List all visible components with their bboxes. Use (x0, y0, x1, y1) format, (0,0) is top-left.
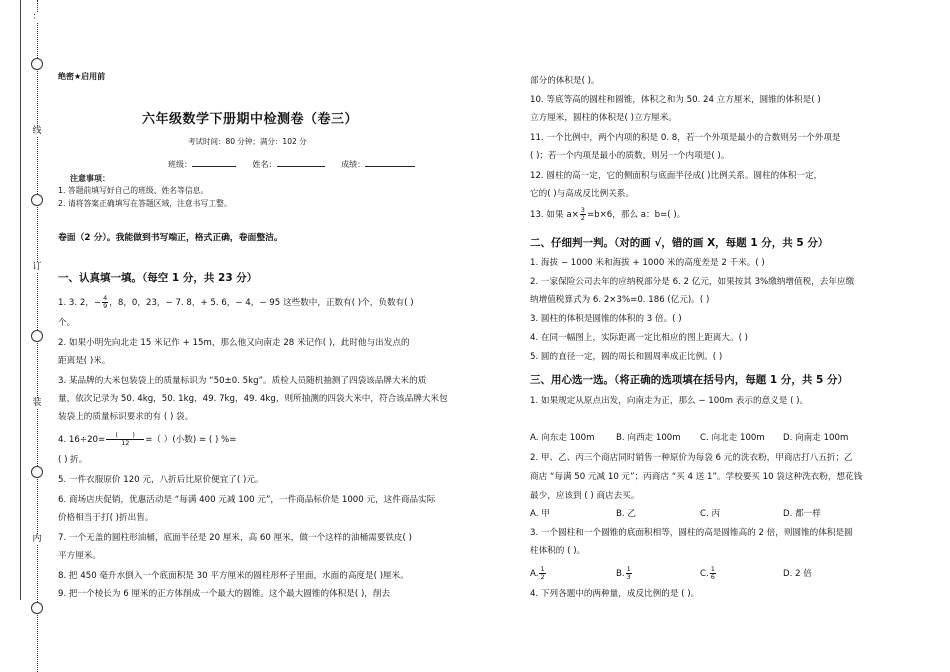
binding-margin (0, 0, 48, 672)
exam-info: 考试时间：80 分钟；满分：102 分 (188, 137, 307, 146)
question-1 (58, 295, 414, 310)
choice-q3-option-b[interactable] (616, 566, 633, 581)
binding-char-nei: 内 (30, 534, 44, 545)
judge-item-4: 4. 在同一幅图上，实际距离一定比相应的图上距离大。( ) (530, 333, 749, 343)
choice-q3-option-a[interactable] (530, 566, 547, 581)
choice-question-2: 2. 甲、乙、丙三个商店同时销售一种原价为每袋 6 元的洗衣粉，甲商店打八五折；乙 (530, 453, 853, 463)
choice-q2-option-d[interactable]: D. 都一样 (783, 509, 821, 519)
question-11: 11. 一个比例中，两个内项的积是 0. 8，若一个外项是最小的合数则另一个外项是 (530, 133, 841, 143)
fraction-numerator: 1 (626, 565, 631, 573)
binding-hole (31, 58, 43, 70)
question-9-end: 部分的体积是( )。 (530, 76, 600, 86)
section3-heading: 三、用心选一选。（将正确的选项填在括号内，每题 1 分，共 5 分） (530, 374, 848, 386)
choice-q2-option-b[interactable]: B. 乙 (616, 509, 636, 519)
class-field[interactable] (192, 158, 236, 167)
binding-solid-line (20, 0, 21, 600)
choice-question-4: 4. 下列各题中的两种量，成反比例的是 ( )。 (530, 589, 700, 599)
question-12-cont: 它的( )与高成反比例关系。 (530, 189, 634, 199)
option-fraction (539, 566, 545, 581)
option-fraction (710, 566, 716, 581)
binding-hole (31, 330, 43, 342)
option-letter: C. (700, 569, 709, 579)
score-label: 成绩： (341, 160, 366, 169)
choice-question-1: 1. 如果规定从原点出发，向南走为正，那么 − 100m 表示的意义是 ( )。 (530, 396, 809, 406)
question-7-cont: 平方厘米。 (58, 551, 101, 561)
question-3-cont: 装袋上的质量标识要求的有 ( ) 袋。 (58, 412, 194, 422)
section1-heading: 一、认真填一填。（每空 1 分，共 23 分） (58, 272, 258, 284)
question-12: 12. 圆柱的高一定，它的侧面积与底面半径成( )比例关系。圆柱的体积一定， (530, 171, 823, 181)
question-8: 8. 把 450 毫升水倒入一个底面积是 30 平方厘米的圆柱形杯子里面，水面的高度是( )厘米。 (58, 571, 409, 581)
choice-q1-option-b[interactable]: B. 向西走 100m (616, 433, 681, 443)
binding-char-ding: 订 (30, 262, 44, 273)
q13-text-b: =b×6，那么 a：b=( )。 (586, 210, 686, 220)
question-4-cont: ( ) 折。 (58, 455, 88, 465)
binding-char-zhuang: 装 (30, 398, 44, 409)
name-label: 姓名： (252, 160, 277, 169)
q4-text-b: =（ ）(小数) = ( ) %= (145, 435, 237, 445)
choice-q1-option-d[interactable]: D. 向南走 100m (783, 433, 849, 443)
notes-heading: 注意事项： (70, 174, 110, 183)
name-field[interactable] (277, 158, 325, 167)
fraction-numerator: 4 (103, 294, 108, 302)
score-field[interactable] (365, 158, 415, 167)
q13-text-a: 13. 如果 a× (530, 210, 579, 220)
note-item: 2. 请将答案正确填写在答题区域，注意书写工整。 (58, 199, 232, 208)
choice-question-2-cont: 商店 “每满 50 元减 10 元”；丙商店 “买 4 送 1”。学校要买 10 袋这种洗衣粉，想花钱 (530, 472, 863, 482)
question-13 (530, 207, 685, 222)
student-info-line (168, 158, 415, 171)
q13-fraction (580, 207, 586, 222)
question-9: 9. 把一个棱长为 6 厘米的正方体削成一个最大的圆锥。这个最大圆锥的体积是( )，削去 (58, 589, 391, 599)
q1-text-b: ，8，0，23，− 7. 8，+ 5. 6，− 4，− 95 这些数中，正数有( )个，负数有( ) (109, 298, 414, 308)
choice-q3-option-d[interactable]: D. 2 倍 (783, 569, 812, 579)
judge-item-1: 1. 海拔 − 1000 米和海拔 + 1000 米的高度差是 2 千米。( ) (530, 258, 765, 268)
choice-q2-option-c[interactable]: C. 丙 (700, 509, 721, 519)
question-2: 2. 如果小明先向北走 15 米记作 + 15m，那么他又向南走 28 米记作( )，此时他与出发点的 (58, 338, 410, 348)
judge-item-3: 3. 圆柱的体积是圆锥的体积的 3 倍。( ) (530, 314, 682, 324)
question-3: 3. 某品牌的大米包装袋上的质量标识为 “50±0. 5kg”。质检人员随机抽测了四袋该品牌大米的质 (58, 376, 427, 386)
q1-fraction (102, 295, 108, 310)
q1-text-a: 1. 3. 2， (58, 298, 94, 308)
question-3-cont: 量，依次记录为 50. 4kg，50. 1kg，49. 7kg，49. 4kg，则所抽测的四袋大米中，符合该品牌大米包 (58, 394, 448, 404)
question-5: 5. 一件衣服原价 120 元，八折后比原价便宜了( )元。 (58, 475, 264, 485)
choice-q3-option-c[interactable] (700, 566, 717, 581)
section2-heading: 二、仔细判一判。（对的画 √，错的画 X，每题 1 分，共 5 分） (530, 237, 829, 249)
question-11-cont: ( )；若一个内项是最小的质数，则另一个内项是( )。 (530, 151, 730, 161)
choice-question-3: 3. 一个圆柱和一个圆锥的底面积相等，圆柱的高是圆锥高的 2 倍，则圆锥的体积是圆 (530, 528, 853, 538)
option-letter: A. (530, 569, 539, 579)
judge-item-2: 2. 一家保险公司去年的应纳税部分是 6. 2 亿元，如果按其 3%缴纳增值税，去年应缴 (530, 277, 855, 287)
q4-blank-fraction[interactable] (106, 432, 144, 447)
fraction-numerator[interactable]: ( ) (106, 432, 144, 440)
q1-sign: − (93, 298, 102, 308)
option-letter: B. (616, 569, 625, 579)
fraction-denominator: 2 (540, 573, 545, 581)
choice-question-3-cont: 柱体积的 ( )。 (530, 546, 586, 556)
fraction-denominator: 12 (121, 439, 130, 447)
binding-hole (31, 466, 43, 478)
fraction-denominator: 2 (580, 214, 585, 222)
binding-char-xian: 线 (30, 126, 44, 137)
question-7: 7. 一个无盖的圆柱形油桶，底面半径是 20 厘米，高 60 厘米，做一个这样的油桶需要铁皮( ) (58, 533, 412, 543)
fraction-denominator: 3 (626, 573, 631, 581)
binding-hole (31, 194, 43, 206)
page-title: 六年级数学下册期中检测卷（卷三） (142, 112, 359, 127)
judge-item-2-cont: 纳增值税算式为 6. 2×3%=0. 186 (亿元)。( ) (530, 295, 710, 305)
fraction-numerator: 1 (540, 565, 545, 573)
question-6: 6. 商场店庆促销，优惠活动是 “每满 400 元减 100 元”，一件商品标价是 1000 元，这件商品实际 (58, 495, 436, 505)
fraction-denominator: 6 (710, 573, 715, 581)
class-label: 班级： (168, 160, 192, 169)
choice-q2-option-a[interactable]: A. 甲 (530, 509, 550, 519)
question-10: 10. 等底等高的圆柱和圆锥，体积之和为 50. 24 立方厘米，圆锥的体积是( ) (530, 95, 821, 105)
choice-question-2-cont: 最少，应该到 ( ) 商店去买。 (530, 491, 640, 501)
fraction-numerator: 1 (710, 565, 715, 573)
option-fraction (626, 566, 632, 581)
note-item: 1. 答题前填写好自己的班级、姓名等信息。 (58, 186, 209, 195)
choice-q1-option-a[interactable]: A. 向东走 100m (530, 433, 595, 443)
binding-colon-mark: ： (30, 12, 44, 23)
neatness-line: 卷面（2 分）。我能做到书写端正，格式正确，卷面整洁。 (58, 233, 283, 243)
fraction-denominator: 9 (103, 302, 108, 310)
question-1-cont: 个。 (58, 318, 76, 328)
q4-text-a: 4. 16÷20= (58, 435, 106, 445)
question-6-cont: 价格相当于打( )折出售。 (58, 513, 154, 523)
judge-item-5: 5. 圆的直径一定，圆的周长和圆周率成正比例。( ) (530, 352, 723, 362)
question-2-cont: 距离是( )米。 (58, 356, 111, 366)
question-10-cont: 立方厘米，圆柱的体积是( )立方厘米。 (530, 113, 677, 123)
fraction-numerator: 3 (580, 206, 585, 214)
question-4 (58, 432, 236, 447)
binding-hole (31, 602, 43, 614)
choice-q1-option-c[interactable]: C. 向北走 100m (700, 433, 765, 443)
secret-mark: 绝密★启用前 (58, 72, 106, 81)
